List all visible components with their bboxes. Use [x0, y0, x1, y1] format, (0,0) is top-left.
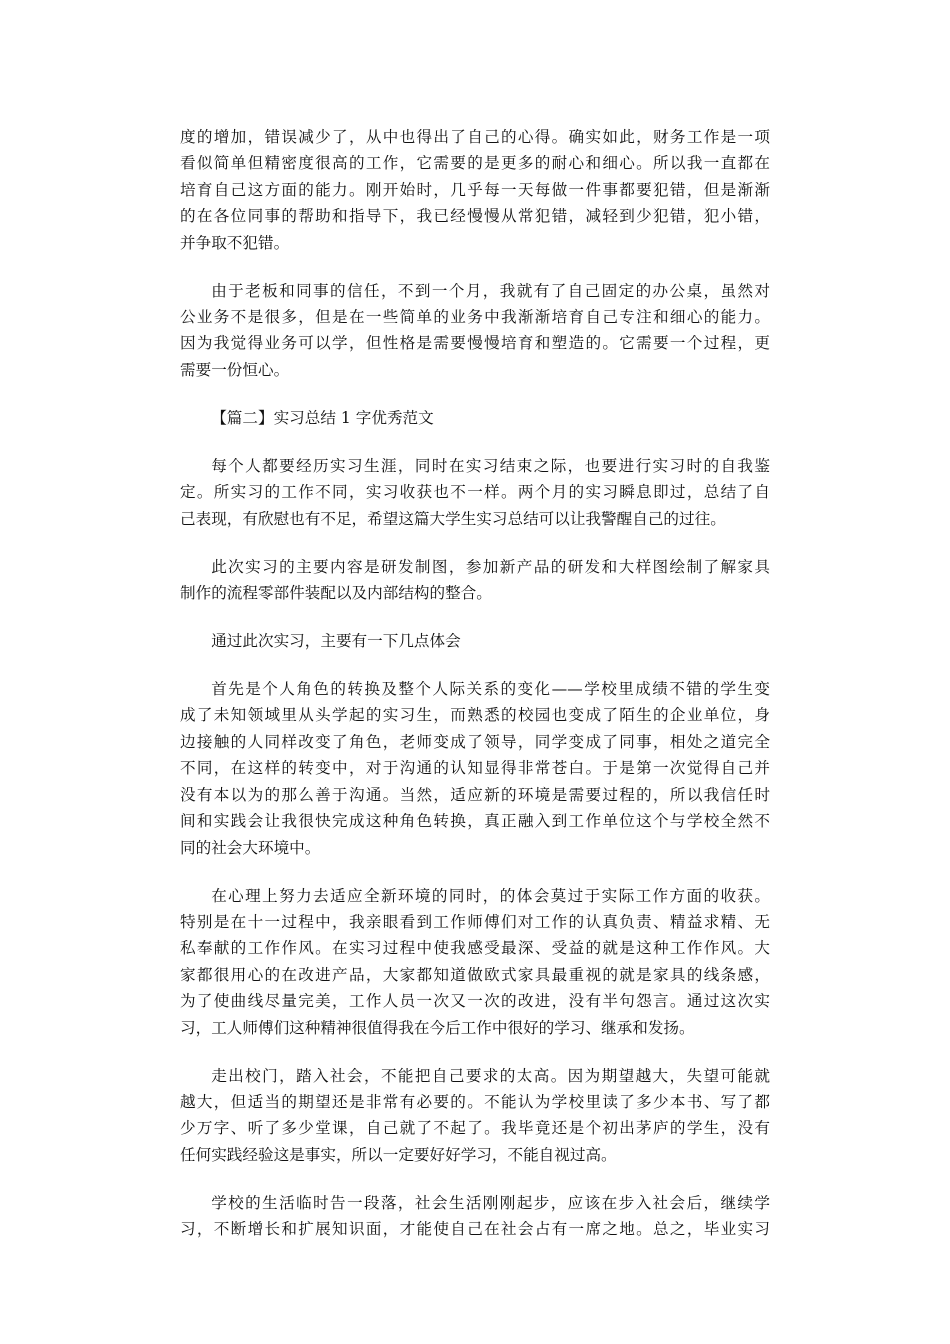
- paragraph-line: 己表现，有欣慰也有不足，希望这篇大学生实习总结可以让我警醒自己的过往。: [180, 509, 726, 528]
- paragraph-line: 培育自己这方面的能力。刚开始时，几乎每一天每做一件事都要犯错，但是渐渐: [180, 180, 770, 199]
- paragraph-line: 边接触的人同样改变了角色，老师变成了领导，同学变成了同事，相处之道完全: [180, 732, 770, 751]
- paragraph-line: 习，工人师傅们这种精神很值得我在今后工作中很好的学习、继承和发扬。: [180, 1018, 695, 1037]
- paragraph: [180, 676, 770, 861]
- paragraph-line: 家都很用心的在改进产品，大家都知道做欧式家具最重视的就是家具的线条感，: [180, 965, 770, 984]
- paragraph-line: 学校的生活临时告一段落，社会生活刚刚起步，应该在步入社会后，继续学: [211, 1193, 770, 1212]
- paragraph-line: 由于老板和同事的信任，不到一个月，我就有了自己固定的办公桌，虽然对: [211, 281, 770, 300]
- paragraph-line: 定。所实习的工作不同，实习收获也不一样。两个月的实习瞬息即过，总结了自: [180, 483, 770, 502]
- paragraph: [180, 628, 770, 654]
- paragraph-line: 并争取不犯错。: [180, 233, 290, 252]
- paragraph-line: 看似简单但精密度很高的工作，它需要的是更多的耐心和细心。所以我一直都在: [180, 154, 770, 173]
- paragraph-line: 的在各位同事的帮助和指导下，我已经慢慢从常犯错，减轻到少犯错，犯小错，: [180, 207, 770, 226]
- paragraph-line: 走出校门，踏入社会，不能把自己要求的太高。因为期望越大，失望可能就: [211, 1066, 770, 1085]
- paragraph-line: 度的增加，错误减少了，从中也得出了自己的心得。确实如此，财务工作是一项: [180, 128, 770, 146]
- paragraph-line: 私奉献的工作作风。在实习过程中使我感受最深、受益的就是这种工作作风。大: [180, 939, 770, 958]
- paragraph-line: 任何实践经验这是事实，所以一定要好好学习，不能自视过高。: [180, 1145, 617, 1164]
- paragraph: [180, 1190, 770, 1243]
- paragraph-line: 没有本以为的那么善于沟通。当然，适应新的环境是需要过程的，所以我信任时: [180, 785, 770, 804]
- paragraph-line: 通过此次实习，主要有一下几点体会: [211, 632, 461, 651]
- paragraph-line: 在心理上努力去适应全新环境的同时，的体会莫过于实际工作方面的收获。: [211, 886, 770, 905]
- paragraph-line: 【篇二】实习总结 1 字优秀范文: [211, 408, 434, 427]
- paragraph-line: 每个人都要经历实习生涯，同时在实习结束之际，也要进行实习时的自我鉴: [211, 456, 770, 475]
- paragraph: [180, 1063, 770, 1169]
- paragraph-line: 特别是在十一过程中，我亲眼看到工作师傅们对工作的认真负责、精益求精、无: [180, 912, 770, 931]
- paragraph-line: 为了使曲线尽量完美，工作人员一次又一次的改进，没有半句怨言。通过这次实: [180, 992, 770, 1011]
- paragraph-line: 需要一份恒心。: [180, 360, 290, 379]
- paragraph-line: 首先是个人角色的转换及整个人际关系的变化——学校里成绩不错的学生变: [211, 680, 770, 699]
- paragraph-line: 同的社会大环境中。: [180, 838, 321, 857]
- paragraph: [180, 124, 770, 256]
- paragraph-line: 越大，但适当的期望还是非常有必要的。不能认为学校里读了多少本书、写了都: [180, 1092, 770, 1111]
- paragraph-line: 因为我觉得业务可以学，但性格是需要慢慢培育和塑造的。它需要一个过程，更: [180, 334, 770, 353]
- paragraph-line: 此次实习的主要内容是研发制图，参加新产品的研发和大样图绘制了解家具: [211, 557, 770, 576]
- paragraph-line: 间和实践会让我很快完成这种角色转换，真正融入到工作单位这个与学校全然不: [180, 812, 770, 831]
- paragraph: [180, 278, 770, 384]
- paragraph-line: 成了未知领域里从头学起的实习生，而熟悉的校园也变成了陌生的企业单位，身: [180, 706, 770, 725]
- paragraph: [180, 405, 770, 431]
- document-body: [180, 124, 770, 1264]
- paragraph-line: 公业务不是很多，但是在一些简单的业务中我渐渐培育自己专注和细心的能力。: [180, 308, 770, 327]
- paragraph-line: 习，不断增长和扩展知识面，才能使自己在社会占有一席之地。总之，毕业实习: [180, 1220, 770, 1239]
- paragraph-line: 制作的流程零部件装配以及内部结构的整合。: [180, 584, 492, 603]
- paragraph: [180, 554, 770, 607]
- paragraph-line: 少万字、听了多少堂课，自己就了不起了。我毕竟还是个初出茅庐的学生，没有: [180, 1119, 770, 1138]
- paragraph: [180, 453, 770, 532]
- paragraph: [180, 883, 770, 1041]
- paragraph-line: 不同，在这样的转变中，对于沟通的认知显得非常苍白。于是第一次觉得自己并: [180, 759, 770, 778]
